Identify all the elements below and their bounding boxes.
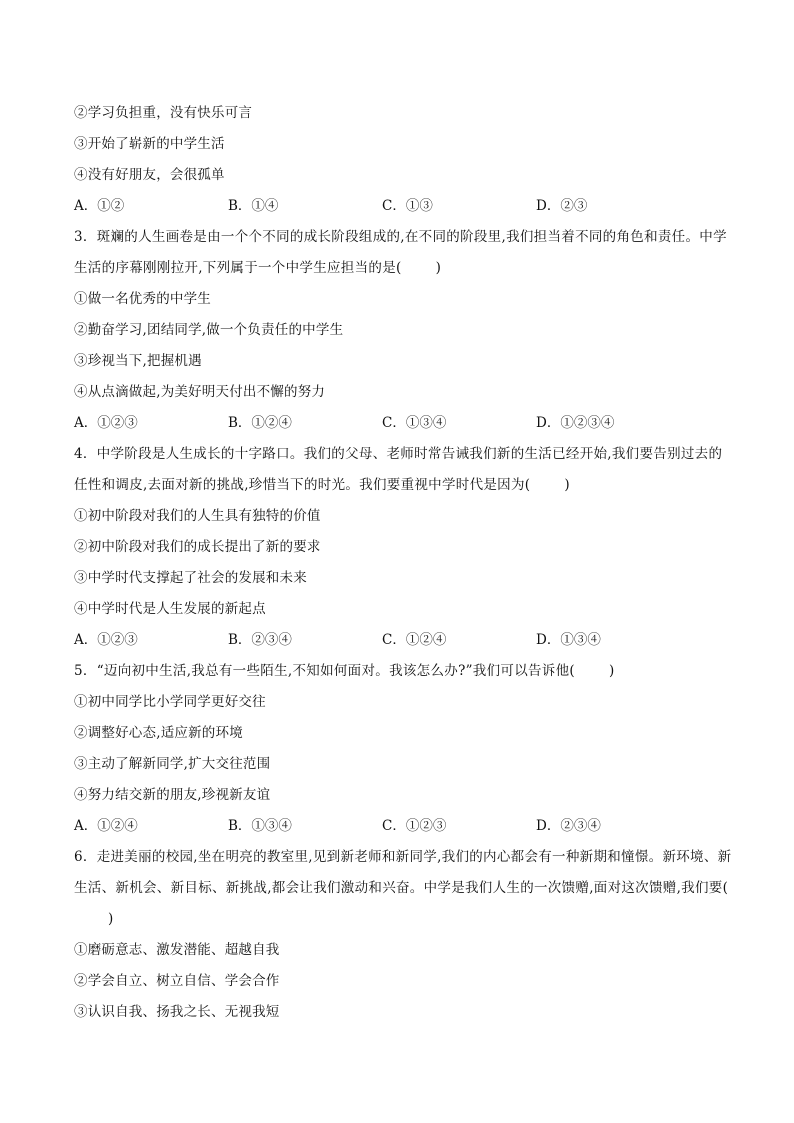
q4-item-2: ②初中阶段对我们的成长提出了新的要求: [74, 539, 321, 555]
q3-option-a[interactable]: A．①②③: [74, 415, 138, 431]
question-6: [74, 842, 734, 1028]
q3-stem-text: 3．斑斓的人生画卷是由一个个不同的成长阶段组成的,在不同的阶段里,我们担当着不同的角色和责任。中学生活的序幕刚刚拉开,下列属于一个中学生应担当的是(: [74, 229, 727, 276]
q3-option-c[interactable]: C．①③④: [382, 415, 447, 431]
q5-option-a[interactable]: A．①②④: [74, 818, 138, 834]
q3-item-2: ②勤奋学习,团结同学,做一个负责任的中学生: [74, 322, 344, 338]
q3-item-3: ③珍视当下,把握机遇: [74, 353, 202, 369]
q4-option-d[interactable]: D．①③④: [536, 632, 601, 648]
q4-stem-close: ): [564, 477, 570, 493]
q5-item-1: ①初中同学比小学同学更好交往: [74, 694, 266, 710]
q3-option-b[interactable]: B．①②④: [228, 415, 292, 431]
q3-stem: [74, 222, 734, 284]
q5-stem-text: 5．“迈向初中生活,我总有一些陌生,不知如何面对。我该怎么办?”我们可以告诉他(: [74, 663, 575, 679]
question-2-continued: [74, 98, 734, 222]
q2-option-d[interactable]: D．②③: [536, 198, 588, 214]
q5-option-b[interactable]: B．①③④: [228, 818, 292, 834]
q6-stem: [74, 842, 734, 935]
q2-option-b[interactable]: B．①④: [228, 198, 279, 214]
q5-item-4: ④努力结交新的朋友,珍视新友谊: [74, 787, 271, 803]
q4-item-3: ③中学时代支撑起了社会的发展和未来: [74, 570, 307, 586]
question-4: [74, 439, 734, 656]
question-5: [74, 656, 734, 842]
q4-option-c[interactable]: C．①②④: [382, 632, 447, 648]
q2-option-c[interactable]: C．①③: [382, 198, 433, 214]
q4-options: [74, 625, 734, 656]
q6-stem-close: ): [108, 911, 114, 927]
q4-item-1: ①初中阶段对我们的人生具有独特的价值: [74, 508, 321, 524]
q6-item-1: ①磨砺意志、激发潜能、超越自我: [74, 942, 280, 958]
q3-options: [74, 408, 734, 439]
q5-item-2: ②调整好心态,适应新的环境: [74, 725, 243, 741]
q5-stem: [74, 656, 734, 687]
q5-stem-close: ): [608, 663, 615, 679]
q6-item-3: ③认识自我、扬我之长、无视我短: [74, 1004, 280, 1020]
q5-item-3: ③主动了解新同学,扩大交往范围: [74, 756, 271, 772]
q2-item-3: ③开始了崭新的中学生活: [74, 136, 225, 152]
q6-stem-text: 6．走进美丽的校园,坐在明亮的教室里,见到新老师和新同学,我们的内心都会有一种新期和憧憬。新环境、新生活、新机会、新目标、新挑战,都会让我们激动和兴奋。中学是我们人生的一次馈赠,面对这次馈赠,我们要(: [74, 849, 732, 896]
q4-option-b[interactable]: B．②③④: [228, 632, 292, 648]
q5-option-c[interactable]: C．①②③: [382, 818, 447, 834]
question-list: [74, 98, 734, 1028]
q4-option-a[interactable]: A．①②③: [74, 632, 138, 648]
q2-option-a[interactable]: A．①②: [74, 198, 125, 214]
q5-options: [74, 811, 734, 842]
q3-item-1: ①做一名优秀的中学生: [74, 291, 211, 307]
q2-item-4: ④没有好朋友，会很孤单: [74, 167, 225, 183]
q2-item-2: ②学习负担重，没有快乐可言: [74, 105, 253, 121]
q4-stem: [74, 439, 734, 501]
question-3: [74, 222, 734, 439]
q3-item-4: ④从点滴做起,为美好明天付出不懈的努力: [74, 384, 326, 400]
q4-stem-text: 4．中学阶段是人生成长的十字路口。我们的父母、老师时常告诫我们新的生活已经开始,我们要告别过去的任性和调皮,去面对新的挑战,珍惜当下的时光。我们要重视中学时代是因为(: [74, 446, 723, 493]
q3-option-d[interactable]: D．①②③④: [536, 415, 615, 431]
q3-stem-close: ): [435, 260, 442, 276]
q2-options: [74, 191, 734, 222]
q4-item-4: ④中学时代是人生发展的新起点: [74, 601, 266, 617]
q6-item-2: ②学会自立、树立自信、学会合作: [74, 973, 280, 989]
q5-option-d[interactable]: D．②③④: [536, 818, 601, 834]
